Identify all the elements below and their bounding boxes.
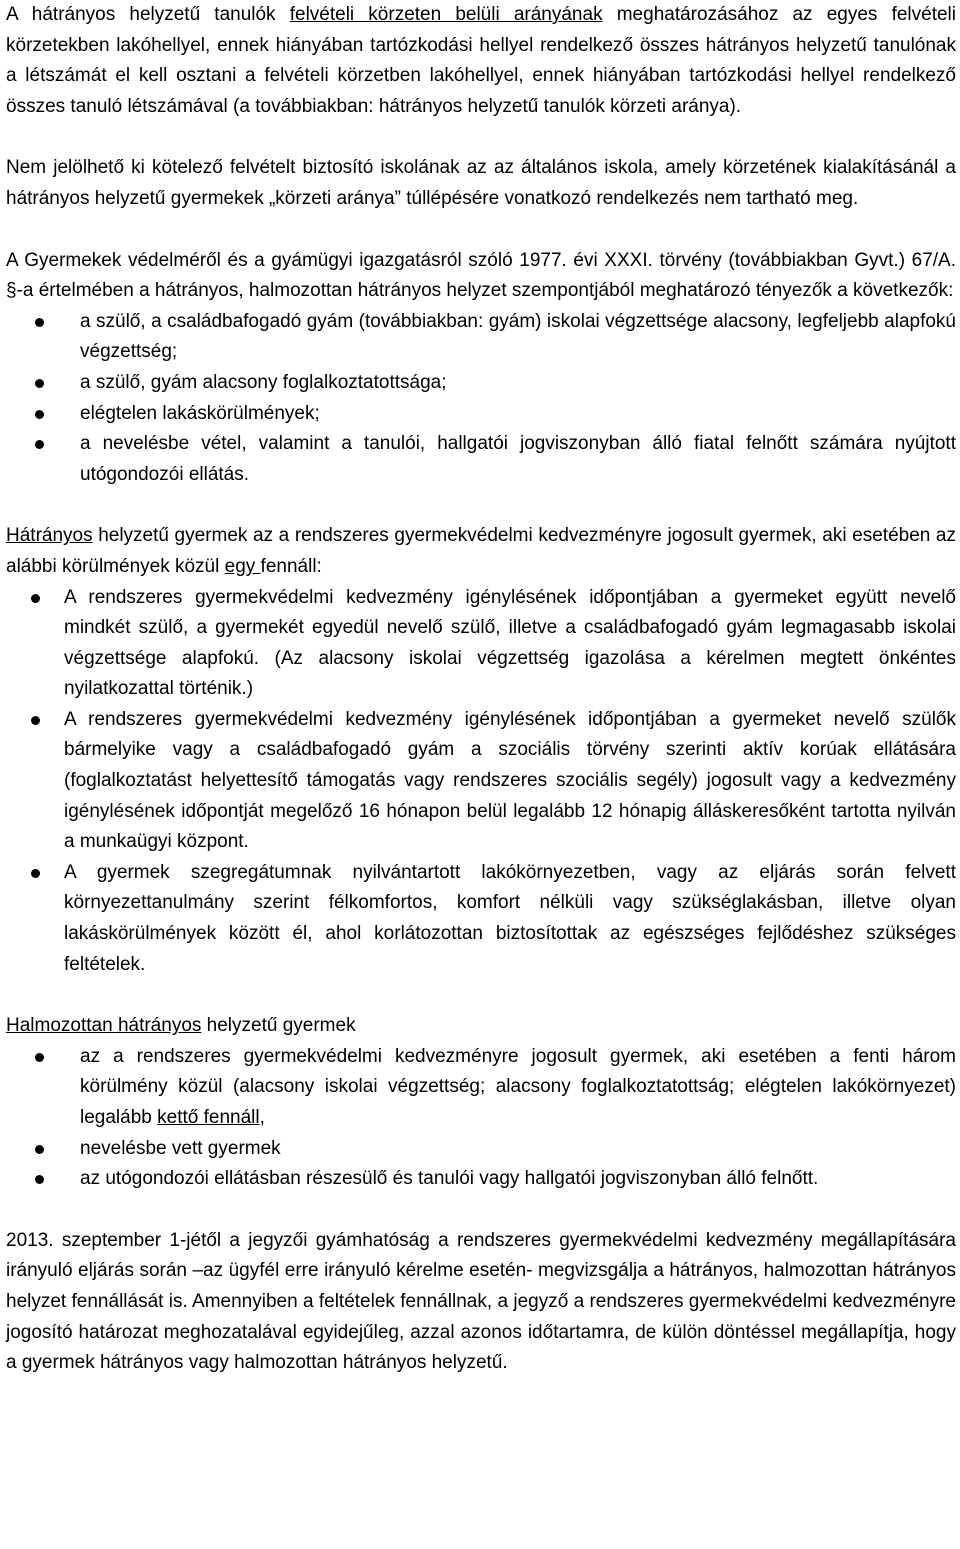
list-item (6, 583, 956, 705)
text-run: meghatározásához az egyes felvételi körzetekben lakóhellyel, ennek hiányában tartózkodási hellyel rendelkező összes hátrányos helyzetű tanulónak a létszámát el kell osztani a felvételi körzetben lakóhellyel, ennek hiányában tartózkodási hellyel rendelkező összes tanuló létszámával (a továbbiakban: hátrányos helyzetű tanulók körzeti aránya). (6, 4, 956, 117)
bullet-icon (35, 1053, 44, 1062)
text-run: , (259, 1107, 265, 1128)
list-item (6, 858, 956, 980)
paragraph-district-ratio (6, 0, 956, 122)
list-item (6, 429, 956, 490)
spacer (6, 980, 956, 1011)
bullet-icon (31, 716, 40, 725)
spacer (6, 122, 956, 153)
bullet-icon (31, 869, 40, 878)
text-run: helyzetű gyermek az a rendszeres gyermekvédelmi kedvezményre jogosult gyermek, aki esetében az alábbi körülmények közül (6, 525, 956, 577)
paragraph-guardianship-authority: 2013. szeptember 1-jétől a jegyzői gyámhatóság a rendszeres gyermekvédelmi kedvezmény megállapítására irányuló eljárás során –az ügyfél erre irányuló kérelme esetén- megvizsgálja a hátrányos, halmozottan hátrányos helyzet fennállását is. Amennyiben a feltételek fennállnak, a jegyző a rendszeres gyermekvédelmi kedvezményre jogosító határozat meghozatalával egyidejűleg, azzal azonos időtartamra, de külön döntéssel megállapítja, hogy a gyermek hátrányos vagy halmozottan hátrányos helyzetű. (6, 1229, 956, 1374)
text-run: A hátrányos helyzetű tanulók (6, 4, 290, 25)
list-item-text: a nevelésbe vétel, valamint a tanulói, hallgatói jogviszonyban álló fiatal felnőtt számára nyújtott utógondozói ellátás. (80, 433, 956, 485)
bullet-icon (35, 1145, 44, 1154)
multiple-disadvantage-list (6, 1042, 956, 1195)
underlined-term: felvételi körzeten belüli arányának (289, 4, 603, 25)
list-item-text: nevelésbe vett gyermek (80, 1137, 281, 1159)
list-item-text: elégtelen lakáskörülmények; (80, 402, 320, 424)
paragraph-gyvt-intro: A Gyermekek védelméről és a gyámügyi igazgatásról szóló 1977. évi XXXI. törvény (továbbiakban Gyvt.) 67/A. §-a értelmében a hátrányos, halmozottan hátrányos helyzet szempontjából meghatározó tényezők a következők: (6, 249, 956, 302)
list-item-text: A gyermek szegregátumnak nyilvántartott lakókörnyezetben, vagy az eljárás során felvett környezettanulmány szerint félkomfortos, komfort nélküli vagy szükséglakásban, illetve olyan lakáskörülmények között él, ahol korlátozottan biztosítottak az egészséges fejlődéshez szükséges feltételek. (64, 861, 956, 975)
list-item-text: az utógondozói ellátásban részesülő és tanulói vagy hallgatói jogviszonyban álló felnőtt. (80, 1168, 819, 1190)
list-item (6, 1164, 956, 1195)
list-item-text: a szülő, gyám alacsony foglalkoztatottsága; (80, 371, 447, 393)
list-item (6, 1134, 956, 1165)
list-item-text: A rendszeres gyermekvédelmi kedvezmény igénylésének időpontjában a gyermeket együtt nevelő mindkét szülő, a gyermekét egyedül nevelő szülő, illetve a családbafogadó gyám legmagasabb iskolai végzettsége alapfokú. (Az alacsony iskolai végzettség igazolása a kérelmen megtett önkéntes nyilatkozattal történik.) (64, 586, 956, 700)
spacer (6, 1195, 956, 1226)
spacer (6, 215, 956, 246)
list-item (6, 399, 956, 430)
list-item (6, 368, 956, 399)
underlined-term: kettő fennáll (157, 1107, 260, 1128)
underlined-term: Halmozottan hátrányos (6, 1015, 202, 1037)
text-run: az a rendszeres gyermekvédelmi kedvezményre jogosult gyermek, aki esetében a fenti három körülmény közül (alacsony iskolai végzettség; alacsony foglalkoztatottság; elégtelen lakókörnyezet) legalább (80, 1045, 956, 1128)
text-run: helyzetű gyermek (201, 1015, 356, 1037)
section-heading-multiple-disadvantage (6, 1011, 956, 1042)
bullet-icon (35, 1175, 44, 1184)
bullet-icon (31, 594, 40, 603)
spacer (6, 490, 956, 521)
condition-list (6, 583, 956, 981)
list-item-text: a szülő, a családbafogadó gyám (továbbiakban: gyám) iskolai végzettsége alacsony, legfeljebb alapfokú végzettség; (80, 310, 956, 363)
bullet-icon (35, 379, 44, 388)
list-item-text: A rendszeres gyermekvédelmi kedvezmény igénylésének időpontjában a gyermeket nevelő szülők bármelyike vagy a családbafogadó gyám a szociális törvény szerinti aktív korúak ellátására (foglalkoztatást helyettesítő támogatás vagy rendszeres szociális segély) jogosult vagy a kedvezmény igénylésének időpontját megelőző 16 hónapon belül legalább 12 hónapig álláskeresőként tartotta nyilván a munkaügyi központ. (64, 708, 956, 853)
paragraph-disadvantaged-definition (6, 521, 956, 582)
bullet-icon (35, 318, 44, 327)
underlined-term: egy (224, 555, 261, 577)
factor-list (6, 307, 956, 491)
bullet-icon (35, 410, 44, 419)
paragraph-school-restriction: Nem jelölhető ki kötelező felvételt biztosító iskolának az az általános iskola, amely körzetének kialakításánál a hátrányos helyzetű gyermekek „körzeti aránya” túllépésére vonatkozó rendelkezés nem tartható meg. (6, 157, 956, 209)
underlined-term: Hátrányos (6, 525, 93, 547)
text-run: fennáll: (260, 555, 322, 577)
bullet-icon (35, 440, 44, 449)
list-item (6, 1042, 956, 1134)
list-item (6, 307, 956, 368)
list-item (6, 705, 956, 858)
